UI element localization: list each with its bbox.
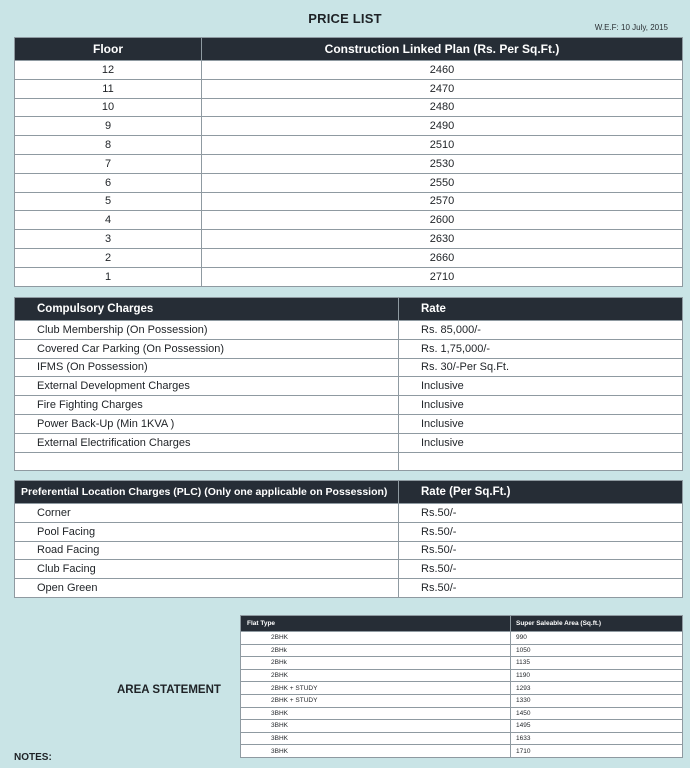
price-rows xyxy=(15,61,683,287)
table-row xyxy=(241,644,683,657)
table-cell-label: 2BHK + STUDY xyxy=(241,682,511,695)
table-row xyxy=(241,632,683,645)
table-row xyxy=(15,61,683,80)
table-cell-label: IFMS (On Possession) xyxy=(15,358,399,377)
table-cell-label: Fire Fighting Charges xyxy=(15,396,399,415)
table-cell-value: 1450 xyxy=(511,707,683,720)
table-cell-label: Road Facing xyxy=(15,541,399,560)
table-cell-label: Open Green xyxy=(15,579,399,598)
notes-label: NOTES: xyxy=(14,752,52,763)
table-cell-label: Pool Facing xyxy=(15,522,399,541)
table-row xyxy=(15,248,683,267)
effective-date: W.E.F: 10 July, 2015 xyxy=(594,23,668,32)
column-header-plc: Preferential Location Charges (PLC) (Only one applicable on Possession) xyxy=(15,481,399,504)
table-row xyxy=(241,669,683,682)
table-cell-label: 7 xyxy=(15,154,202,173)
column-header-rate: Rate xyxy=(399,298,683,321)
area-statement-label: AREA STATEMENT xyxy=(117,684,221,696)
table-cell-label xyxy=(15,452,399,471)
table-cell-value: 2600 xyxy=(202,211,683,230)
table-cell-label: Covered Car Parking (On Possession) xyxy=(15,339,399,358)
table-cell-value: Rs. 30/-Per Sq.Ft. xyxy=(399,358,683,377)
table-cell-value: 2460 xyxy=(202,61,683,80)
table-header-row xyxy=(15,38,683,61)
table-row xyxy=(15,541,683,560)
table-cell-value: Rs.50/- xyxy=(399,579,683,598)
table-cell-label: 3BHK xyxy=(241,720,511,733)
table-row xyxy=(241,732,683,745)
table-header-row xyxy=(15,298,683,321)
table-row xyxy=(15,504,683,523)
compulsory-rows xyxy=(15,321,683,471)
table-cell-value: Inclusive xyxy=(399,396,683,415)
table-cell-value: Rs.50/- xyxy=(399,504,683,523)
table-row xyxy=(15,98,683,117)
column-header-flat-type: Flat Type xyxy=(241,616,511,632)
table-cell-value: Rs.50/- xyxy=(399,522,683,541)
area-rows xyxy=(241,632,683,758)
table-row xyxy=(15,560,683,579)
table-row xyxy=(241,694,683,707)
table-cell-value: 1293 xyxy=(511,682,683,695)
table-cell-value: 1633 xyxy=(511,732,683,745)
table-cell-label: 3BHK xyxy=(241,732,511,745)
table-row xyxy=(241,682,683,695)
plc-rows xyxy=(15,504,683,598)
table-row xyxy=(15,136,683,155)
table-cell-label: 11 xyxy=(15,79,202,98)
table-cell-value: 1135 xyxy=(511,657,683,670)
table-row xyxy=(15,321,683,340)
table-row xyxy=(15,414,683,433)
table-cell-value: 2710 xyxy=(202,267,683,286)
table-cell-value: 2630 xyxy=(202,230,683,249)
table-row xyxy=(15,452,683,471)
table-cell-label: External Electrification Charges xyxy=(15,433,399,452)
table-cell-value: Rs. 85,000/- xyxy=(399,321,683,340)
table-row xyxy=(241,707,683,720)
area-statement-table xyxy=(240,615,683,758)
table-cell-value: 2470 xyxy=(202,79,683,98)
table-cell-label: 2BHK xyxy=(241,632,511,645)
table-row xyxy=(15,117,683,136)
table-row xyxy=(15,339,683,358)
table-cell-label: 2BHk xyxy=(241,657,511,670)
table-cell-value: 2660 xyxy=(202,248,683,267)
table-cell-label: 3BHK xyxy=(241,745,511,758)
column-header-floor: Floor xyxy=(15,38,202,61)
column-header-plc-rate: Rate (Per Sq.Ft.) xyxy=(399,481,683,504)
table-row xyxy=(15,433,683,452)
table-row xyxy=(15,522,683,541)
table-row xyxy=(15,267,683,286)
table-row xyxy=(15,154,683,173)
column-header-saleable-area: Super Saleable Area (Sq.ft.) xyxy=(511,616,683,632)
table-cell-value: 990 xyxy=(511,632,683,645)
table-cell-value: 2550 xyxy=(202,173,683,192)
table-cell-label: 12 xyxy=(15,61,202,80)
plc-table xyxy=(14,480,683,598)
table-cell-label: 3BHK xyxy=(241,707,511,720)
table-cell-label: 2 xyxy=(15,248,202,267)
table-row xyxy=(241,720,683,733)
table-cell-value: Inclusive xyxy=(399,377,683,396)
table-cell-value: 2510 xyxy=(202,136,683,155)
table-cell-label: Club Membership (On Possession) xyxy=(15,321,399,340)
table-cell-label: 2BHK + STUDY xyxy=(241,694,511,707)
table-cell-value: 1495 xyxy=(511,720,683,733)
table-header-row xyxy=(241,616,683,632)
table-row xyxy=(15,377,683,396)
table-cell-value: Inclusive xyxy=(399,433,683,452)
table-cell-label: 9 xyxy=(15,117,202,136)
page-title: PRICE LIST xyxy=(308,11,382,26)
table-row xyxy=(15,358,683,377)
table-cell-label: 10 xyxy=(15,98,202,117)
table-row xyxy=(15,211,683,230)
table-cell-value: 1190 xyxy=(511,669,683,682)
table-cell-label: External Development Charges xyxy=(15,377,399,396)
table-cell-label: 5 xyxy=(15,192,202,211)
table-cell-value: Rs.50/- xyxy=(399,560,683,579)
table-row xyxy=(241,745,683,758)
table-cell-value: 2490 xyxy=(202,117,683,136)
table-cell-value: Rs. 1,75,000/- xyxy=(399,339,683,358)
table-row xyxy=(15,230,683,249)
table-cell-label: Corner xyxy=(15,504,399,523)
table-cell-value: Rs.50/- xyxy=(399,541,683,560)
table-cell-label: 3 xyxy=(15,230,202,249)
table-cell-value: 2480 xyxy=(202,98,683,117)
table-row xyxy=(15,396,683,415)
table-row xyxy=(15,79,683,98)
column-header-compulsory-charges: Compulsory Charges xyxy=(15,298,399,321)
price-list-table xyxy=(14,37,683,287)
column-header-construction-plan: Construction Linked Plan (Rs. Per Sq.Ft.) xyxy=(202,38,683,61)
table-cell-label: Club Facing xyxy=(15,560,399,579)
table-row xyxy=(15,173,683,192)
table-header-row xyxy=(15,481,683,504)
table-cell-label: 2BHk xyxy=(241,644,511,657)
table-cell-label: 1 xyxy=(15,267,202,286)
table-cell-value: 1710 xyxy=(511,745,683,758)
table-cell-value: 2570 xyxy=(202,192,683,211)
table-cell-label: 2BHK xyxy=(241,669,511,682)
table-row xyxy=(15,579,683,598)
table-row xyxy=(241,657,683,670)
table-cell-value: 1330 xyxy=(511,694,683,707)
compulsory-charges-table xyxy=(14,297,683,471)
table-cell-label: Power Back-Up (Min 1KVA ) xyxy=(15,414,399,433)
table-cell-value: 2530 xyxy=(202,154,683,173)
table-cell-label: 6 xyxy=(15,173,202,192)
table-cell-value: Inclusive xyxy=(399,414,683,433)
table-cell-value xyxy=(399,452,683,471)
table-cell-label: 4 xyxy=(15,211,202,230)
table-cell-label: 8 xyxy=(15,136,202,155)
table-cell-value: 1050 xyxy=(511,644,683,657)
table-row xyxy=(15,192,683,211)
